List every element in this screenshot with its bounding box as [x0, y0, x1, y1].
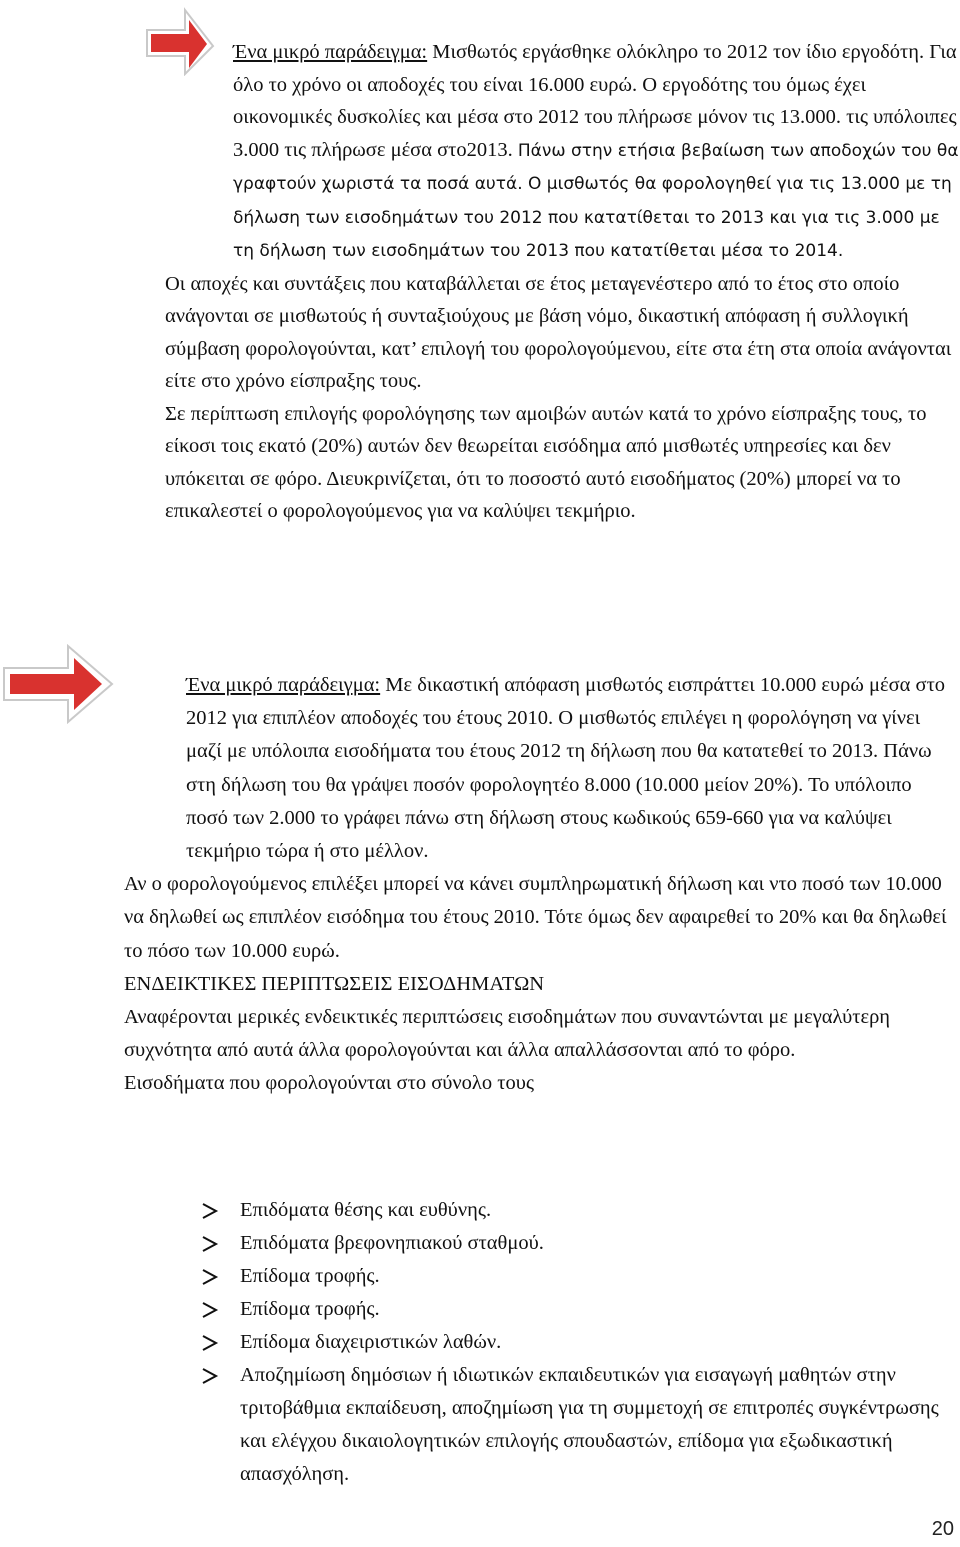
list-item: Επιδόματα βρεφονηπιακού σταθμού.: [200, 1227, 960, 1260]
section-1: [165, 36, 960, 528]
example-label-2: Ένα μικρό παράδειγμα:: [186, 674, 381, 696]
right-arrow-icon: [2, 644, 114, 724]
check-arrow-icon: [200, 1260, 222, 1293]
taxed-paragraph: Εισοδήματα που φορολογούνται στο σύνολο τους: [124, 1072, 534, 1095]
deductions-paragraph: Οι αποχές και συντάξεις που καταβάλλεται σε έτος μεταγενέστερο από το έτος στο οποίο ανάγονται σε μισθωτούς ή συνταξιούχους με βάση νόμο, δικαστική απόφαση ή συλλογική σύμβαση φορολογούνται, κατ’ επιλογή του φορολογούμενου, είτε στα έτη στα οποία ανάγονται είτε στο χρόνο είσπραξης τους.: [165, 272, 952, 392]
check-arrow-icon: [200, 1194, 222, 1227]
page-number: 20: [931, 1518, 954, 1540]
example-text-2b: Με δικαστική απόφαση μισθωτός εισπράττει 10.000 ευρώ μέσα στο 2012 για επιπλέον αποδοχές του έτους 2010. Ο μισθωτός επιλέγει η φορολόγηση να γίνει μαζί με υπόλοιπα εισοδήματα του έτους 2012 τη δήλωση που θα κατατεθεί το 2013. Πάνω στη δήλωση του θα γράψει ποσόν φορολογητέο 8.000 (10.000 μείον 20%). Το υπόλοιπο ποσό των 2.000 το γράφει πάνω στη δήλωση στους κωδικούς 659-660 για να καλύψει τεκμήριο τώρα ή στο μέλλον.: [186, 674, 946, 863]
example-paragraph-1: [165, 36, 960, 268]
check-arrow-icon: [200, 1326, 222, 1359]
list-item: Επιδόματα θέσης και ευθύνης.: [200, 1194, 960, 1227]
intro-paragraph: Αναφέρονται μερικές ενδεικτικές περιπτώσεις εισοδημάτων που συναντώνται με μεγαλύτερη συχνότητα από αυτά άλλα φορολογούνται και άλλα απαλλάσσονται από το φόρο.: [124, 1006, 891, 1062]
choice-paragraph: Σε περίπτωση επιλογής φορολόγησης των αμοιβών αυτών κατά το χρόνο είσπραξης τους, το είκοσι τοις εκατό (20%) αυτών δεν θεωρείται εισόδημα από μισθωτές υπηρεσίες και δεν υπόκειται σε φόρο. Διευκρινίζεται, ότι το ποσοστό αυτό εισοδήματος (20%) μπορεί να το επικαλεστεί ο φορολογούμενος για να καλύψει τεκμήριο.: [165, 402, 927, 522]
example-paragraph-2: [124, 669, 954, 868]
example-text-1: Μισθωτός εργάσθηκε ολόκληρο το 2012 τον ίδιο εργοδότη. Για όλο το χρόνο οι αποδοχές του είναι 16.000 ευρώ. Ο εργοδότης του όμως έχει οικονομικές δυσκολίες και μέσα στο 2012 του πλήρωσε μόνον τις 13.000. τις υπόλοιπες 3.000 τις πλήρωσε μέσα στο2013.: [233, 41, 957, 161]
income-list: [200, 1194, 960, 1491]
example-text-2: Πάνω στην ετήσια βεβαίωση των αποδοχών του θα γραφτούν χωριστά τα ποσά αυτά. Ο μισθωτός θα φορολογηθεί για τις 13.000 με τη δήλωση των εισοδημάτων του 2012 που κατατίθεται το 2013 και για τις 3.000 με τη δήλωση των εισοδημάτων του 2013 που κατατίθεται μέσα το 2014.: [233, 140, 959, 261]
list-item: Επίδομα διαχειριστικών λαθών.: [200, 1326, 960, 1359]
list-item: Αποζημίωση δημόσιων ή ιδιωτικών εκπαιδευτικών για εισαγωγή μαθητών στην τριτοβάθμια εκπαίδευση, αποζημίωση για τη συμμετοχή σε επιτροπές συγκέντρωσης και ελέγχου δικαιολογητικών επιλογής σπουδαστών, επίδομα για εξωδικαστική απασχόληση.: [200, 1359, 960, 1491]
list-item: Επίδομα τροφής.: [200, 1260, 960, 1293]
check-arrow-icon: [200, 1293, 222, 1326]
example-label-1: Ένα μικρό παράδειγμα:: [233, 41, 428, 63]
check-arrow-icon: [200, 1359, 222, 1392]
supplementary-paragraph: Αν ο φορολογούμενος επιλέξει μπορεί να κάνει συμπληρωματική δήλωση και ντο ποσό των 10.000 να δηλωθεί ως επιπλέον εισόδημα του έτους 2010. Τότε όμως δεν αφαιρεθεί το 20% και θα δηλωθεί το πόσο των 10.000 ευρώ.: [124, 873, 947, 962]
section-heading: ΕΝΔΕΙΚΤΙΚΕΣ ΠΕΡΙΠΤΩΣΕΙΣ ΕΙΣΟΔΗΜΑΤΩΝ: [124, 972, 545, 995]
check-arrow-icon: [200, 1227, 222, 1260]
section-2: [124, 669, 954, 1101]
list-item: Επίδομα τροφής.: [200, 1293, 960, 1326]
